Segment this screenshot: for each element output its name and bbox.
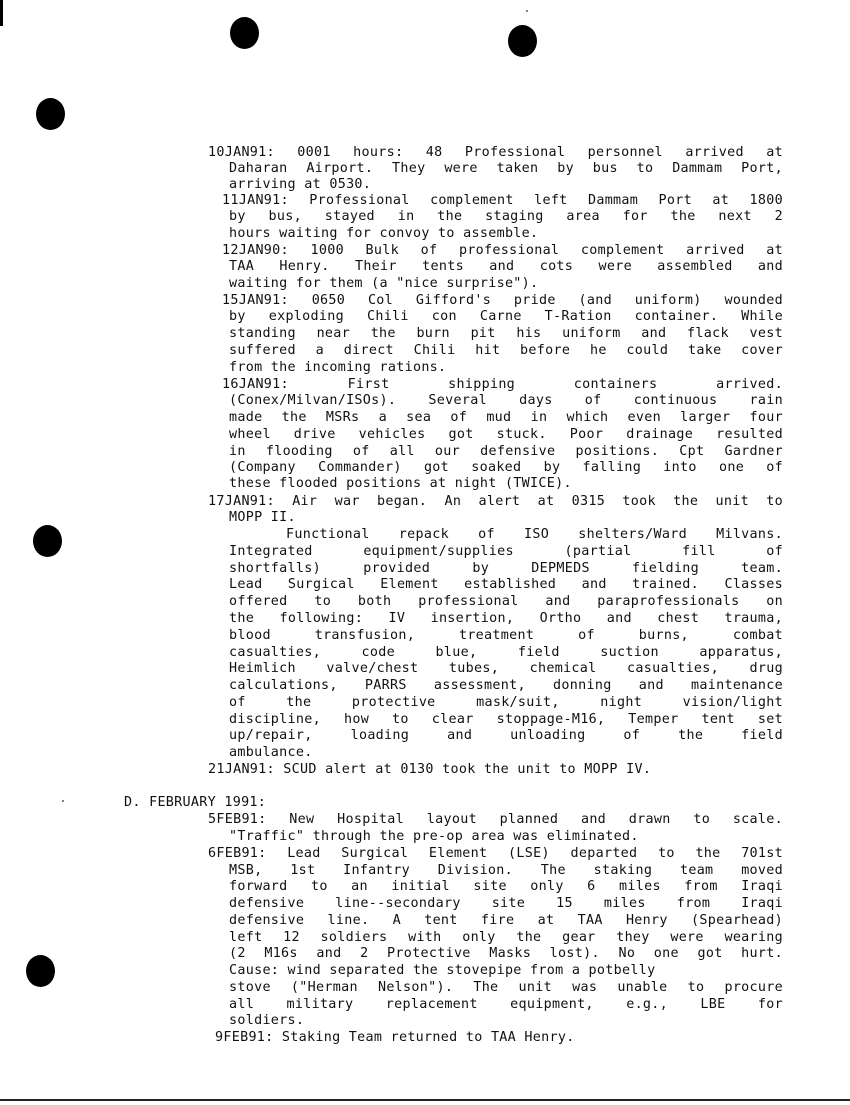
text-line: blood transfusion, treatment of burns, combat xyxy=(229,628,783,643)
text-line: shortfalls) provided by DEPMEDS fielding team. xyxy=(229,561,783,576)
page-edge-left xyxy=(0,0,3,26)
punch-hole-top-left xyxy=(230,17,259,49)
text-line: Cause: wind separated the stovepipe from a potbelly xyxy=(229,963,656,978)
text-line: arriving at 0530. xyxy=(229,177,372,192)
text-line: forward to an initial site only 6 miles from Iraqi xyxy=(229,879,783,894)
text-line: 10JAN91: 0001 hours: 48 Professional personnel arrived at xyxy=(208,145,783,160)
text-line: defensive line. A tent fire at TAA Henry (Spearhead) xyxy=(229,913,783,928)
text-line: discipline, how to clear stoppage-M16, Temper tent set xyxy=(229,712,783,727)
text-line: standing near the burn pit his uniform and flack vest xyxy=(229,326,783,341)
text-line: casualties, code blue, field suction apparatus, xyxy=(229,645,783,660)
text-line: Lead Surgical Element established and trained. Classes xyxy=(229,577,783,592)
text-line: offered to both professional and paraprofessionals on xyxy=(229,594,783,609)
scan-speck xyxy=(526,10,528,12)
text-line: by bus, stayed in the staging area for the next 2 xyxy=(229,209,783,224)
text-line: 12JAN90: 1000 Bulk of professional complement arrived at xyxy=(222,243,783,258)
punch-hole-left-upper xyxy=(36,98,65,130)
text-line: waiting for them (a "nice surprise"). xyxy=(229,276,539,291)
text-line: calculations, PARRS assessment, donning and maintenance xyxy=(229,678,783,693)
text-line: by exploding Chili con Carne T-Ration container. While xyxy=(229,309,783,324)
text-line: (2 M16s and 2 Protective Masks lost). No one got hurt. xyxy=(229,946,783,961)
text-line: soldiers. xyxy=(229,1013,305,1028)
text-line: 17JAN91: Air war began. An alert at 0315 took the unit to xyxy=(208,494,783,509)
punch-hole-left-lower xyxy=(26,955,55,987)
text-line: defensive line--secondary site 15 miles from Iraqi xyxy=(229,896,783,911)
text-line: these flooded positions at night (TWICE). xyxy=(229,476,572,491)
scan-speck xyxy=(62,800,64,802)
text-line: wheel drive vehicles got stuck. Poor drainage resulted xyxy=(229,427,783,442)
text-line: (Company Commander) got soaked by falling into one of xyxy=(229,460,783,475)
text-line: 6FEB91: Lead Surgical Element (LSE) departed to the 701st xyxy=(208,846,783,861)
text-line: made the MSRs a sea of mud in which even larger four xyxy=(229,410,783,425)
text-line: Heimlich valve/chest tubes, chemical casualties, drug xyxy=(229,661,783,676)
text-line: TAA Henry. Their tents and cots were assembled and xyxy=(229,259,783,274)
text-line: from the incoming rations. xyxy=(229,360,447,375)
punch-hole-top-right xyxy=(508,25,537,57)
text-line: (Conex/Milvan/ISOs). Several days of continuous rain xyxy=(229,393,783,408)
punch-hole-left-middle xyxy=(33,525,62,557)
text-line: up/repair, loading and unloading of the field xyxy=(229,728,783,743)
text-line: 9FEB91: Staking Team returned to TAA Henry. xyxy=(215,1030,575,1045)
text-line: all military replacement equipment, e.g., LBE for xyxy=(229,997,783,1012)
text-line: 11JAN91: Professional complement left Dammam Port at 1800 xyxy=(222,193,783,208)
text-line: 15JAN91: 0650 Col Gifford's pride (and uniform) wounded xyxy=(222,293,783,308)
page-edge-bottom xyxy=(0,1099,850,1101)
text-line: Daharan Airport. They were taken by bus to Dammam Port, xyxy=(229,161,783,176)
text-line: 5FEB91: New Hospital layout planned and drawn to scale. xyxy=(208,812,783,827)
text-line: MOPP II. xyxy=(229,510,296,525)
text-line: stove ("Herman Nelson"). The unit was unable to procure xyxy=(229,980,783,995)
text-line: left 12 soldiers with only the gear they were wearing xyxy=(229,930,783,945)
text-line: hours waiting for convoy to assemble. xyxy=(229,226,539,241)
text-line: in flooding of all our defensive positions. Cpt Gardner xyxy=(229,444,783,459)
text-line: Integrated equipment/supplies (partial fill of xyxy=(229,544,783,559)
text-line: 16JAN91: First shipping containers arrived. xyxy=(222,377,783,392)
text-line: suffered a direct Chili hit before he could take cover xyxy=(229,343,783,358)
text-line: ambulance. xyxy=(229,745,313,760)
section-header: D. FEBRUARY 1991: xyxy=(124,795,267,810)
text-line: Functional repack of ISO shelters/Ward Milvans. xyxy=(286,527,783,542)
text-line: "Traffic" through the pre-op area was eliminated. xyxy=(229,829,639,844)
text-line: of the protective mask/suit, night vision/light xyxy=(229,695,783,710)
text-line: MSB, 1st Infantry Division. The staking team moved xyxy=(229,863,783,878)
text-line: 21JAN91: SCUD alert at 0130 took the unit to MOPP IV. xyxy=(208,762,652,777)
text-line: the following: IV insertion, Ortho and chest trauma, xyxy=(229,611,783,626)
